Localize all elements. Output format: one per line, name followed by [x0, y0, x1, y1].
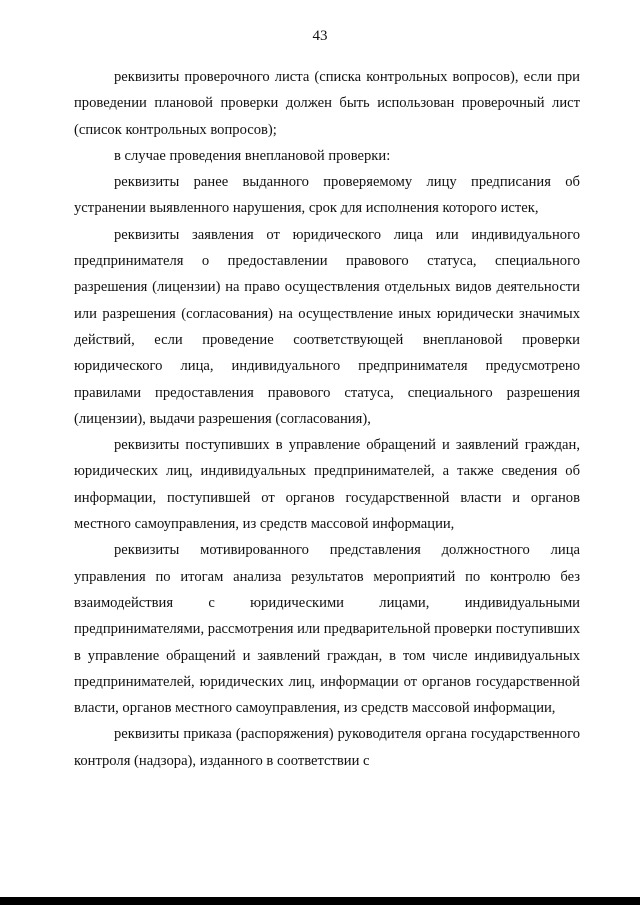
- paragraph-order-details: реквизиты приказа (распоряжения) руководителя органа государственного контроля (надзора), изданного в соответствии с: [74, 726, 580, 769]
- paragraph-official-submission-details: реквизиты мотивированного представления должностного лица управления по итогам анализа результатов мероприятий по контролю без взаимодействия с юридическими лицами, индивидуальными предпринимателями, рассмотрения или предварительной проверки поступивших в управление обращений и заявлений граждан, в том числе индивидуальных предпринимателей, юридических лиц, информации от органов государственной власти, органов местного самоуправления, из средств массовой информации,: [74, 542, 580, 717]
- scan-bottom-edge: [0, 897, 640, 905]
- paragraph-application-details: реквизиты заявления от юридического лица или индивидуального предпринимателя о предоставлении правового статуса, специального разрешения (лицензии) на право осуществления отдельных видов деятельности или разрешения (согласования) на осуществление иных юридически значимых действий, если проведение соответствующей внеплановой проверки юридического лица, индивидуального предпринимателя предусмотрено правилами предоставления правового статуса, специального разрешения (лицензии), выдачи разрешения (согласования),: [74, 226, 580, 427]
- paragraph-prior-order-details: реквизиты ранее выданного проверяемому лицу предписания об устранении выявленного нарушения, срок для исполнения которого истек,: [74, 174, 580, 217]
- paragraph-checklist-details: реквизиты проверочного листа (списка контрольных вопросов), если при проведении плановой проверки должен быть использован проверочный лист (список контрольных вопросов);: [74, 69, 580, 138]
- paragraph-unscheduled-inspection-intro: в случае проведения внеплановой проверки:: [114, 147, 391, 164]
- document-body: [74, 64, 580, 774]
- paragraph-complaints-details: реквизиты поступивших в управление обращений и заявлений граждан, юридических лиц, индивидуальных предпринимателей, а также сведения об информации, поступившей от органов государственной власти и органов местного самоуправления, из средств массовой информации,: [74, 437, 580, 533]
- page-number: 43: [312, 28, 328, 44]
